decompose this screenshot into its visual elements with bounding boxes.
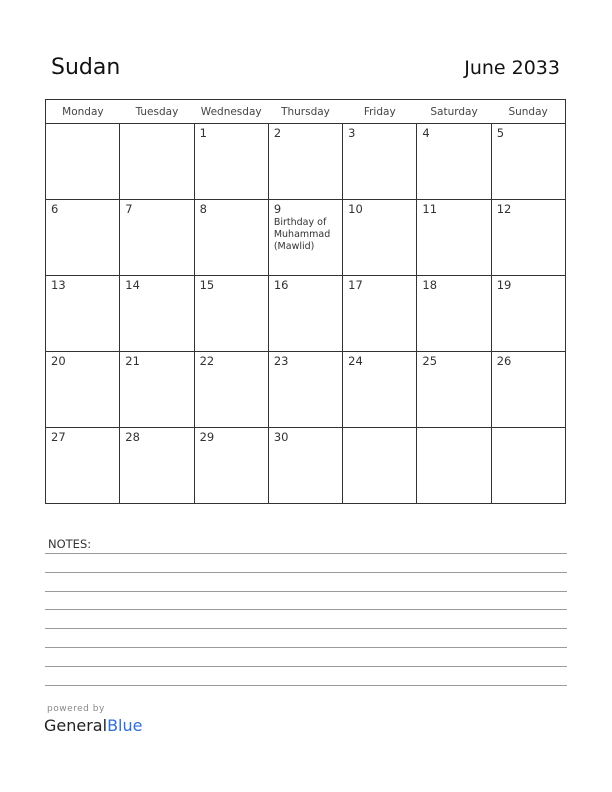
day-number: 8 (199, 202, 207, 216)
calendar-day-cell (194, 352, 268, 428)
calendar-day-cell (417, 428, 491, 504)
notes-line (45, 553, 567, 554)
calendar-day-cell (343, 428, 417, 504)
calendar-day-cell (120, 428, 194, 504)
day-number: 22 (199, 354, 215, 368)
calendar-day-cell (268, 200, 342, 276)
day-number: 17 (348, 278, 363, 292)
calendar-day-cell (343, 352, 417, 428)
day-number: 15 (199, 278, 215, 292)
notes-line (45, 666, 567, 667)
calendar-day-cell (491, 124, 565, 200)
month-title: June 2033 (464, 57, 560, 79)
calendar-day-cell (268, 276, 342, 352)
calendar-day-cell (46, 276, 120, 352)
day-number: 7 (125, 202, 133, 216)
calendar-day-cell (417, 352, 491, 428)
day-number: 13 (51, 278, 66, 292)
day-number: 2 (273, 126, 282, 140)
weekday-sunday: Sunday (491, 100, 565, 124)
day-number: 27 (51, 430, 66, 444)
notes-label: NOTES: (48, 537, 92, 551)
calendar-day-cell (194, 124, 268, 200)
calendar-day-cell (46, 428, 120, 504)
day-number: 24 (348, 354, 363, 368)
calendar-day-cell (46, 124, 120, 200)
day-number: 10 (348, 202, 363, 216)
calendar-day-cell (343, 124, 417, 200)
day-number: 25 (422, 354, 438, 368)
day-number: 21 (125, 354, 140, 368)
calendar-body (46, 124, 566, 504)
calendar-day-cell (491, 200, 565, 276)
calendar-day-cell (268, 428, 342, 504)
calendar-week-row (46, 352, 566, 428)
calendar-day-cell (194, 428, 268, 504)
holiday-label: Birthday of Muhammad (Mawlid) (273, 217, 331, 252)
calendar-day-cell (491, 352, 565, 428)
calendar-day-cell (268, 124, 342, 200)
calendar-grid (45, 99, 566, 504)
calendar-day-cell (120, 124, 194, 200)
brand-blue: Blue (107, 716, 143, 735)
day-number: 4 (422, 126, 430, 140)
calendar-day-cell (417, 124, 491, 200)
calendar-week-row (46, 124, 566, 200)
country-title: Sudan (51, 55, 121, 80)
notes-line (45, 609, 567, 610)
day-number: 19 (496, 278, 512, 292)
calendar-day-cell (343, 200, 417, 276)
calendar-week-row (46, 276, 566, 352)
notes-line (45, 647, 567, 648)
day-number: 3 (348, 126, 356, 140)
weekday-monday: Monday (46, 100, 120, 124)
calendar-week-row (46, 200, 566, 276)
day-number: 18 (422, 278, 438, 292)
day-number: 11 (422, 202, 438, 216)
day-number: 12 (496, 202, 512, 216)
day-number: 16 (273, 278, 289, 292)
day-number: 14 (125, 278, 140, 292)
weekday-tuesday: Tuesday (120, 100, 194, 124)
day-number: 23 (273, 354, 289, 368)
calendar-day-cell (491, 276, 565, 352)
day-number: 28 (125, 430, 140, 444)
notes-line (45, 572, 567, 573)
weekday-wednesday: Wednesday (194, 100, 268, 124)
generalblue-logo (44, 716, 142, 735)
calendar-day-cell (120, 200, 194, 276)
weekday-header-row (46, 100, 566, 124)
calendar-day-cell (120, 352, 194, 428)
calendar-day-cell (46, 352, 120, 428)
weekday-friday: Friday (343, 100, 417, 124)
calendar-day-cell (194, 276, 268, 352)
day-number: 26 (496, 354, 512, 368)
powered-by-text: powered by (47, 704, 105, 714)
calendar-day-cell (46, 200, 120, 276)
day-number: 1 (199, 126, 207, 140)
calendar-day-cell (417, 276, 491, 352)
day-number: 30 (273, 430, 289, 444)
day-number: 6 (51, 202, 59, 216)
calendar-day-cell (120, 276, 194, 352)
calendar-day-cell (491, 428, 565, 504)
calendar-day-cell (417, 200, 491, 276)
weekday-saturday: Saturday (417, 100, 491, 124)
calendar-day-cell (268, 352, 342, 428)
calendar-day-cell (343, 276, 417, 352)
calendar-day-cell (194, 200, 268, 276)
notes-line (45, 628, 567, 629)
notes-line (45, 591, 567, 592)
day-number: 29 (199, 430, 215, 444)
day-number: 20 (51, 354, 66, 368)
day-number: 5 (496, 126, 505, 140)
weekday-thursday: Thursday (268, 100, 342, 124)
day-number: 9 (273, 202, 282, 216)
calendar-week-row (46, 428, 566, 504)
notes-line (45, 685, 567, 686)
brand-general: General (44, 716, 108, 735)
